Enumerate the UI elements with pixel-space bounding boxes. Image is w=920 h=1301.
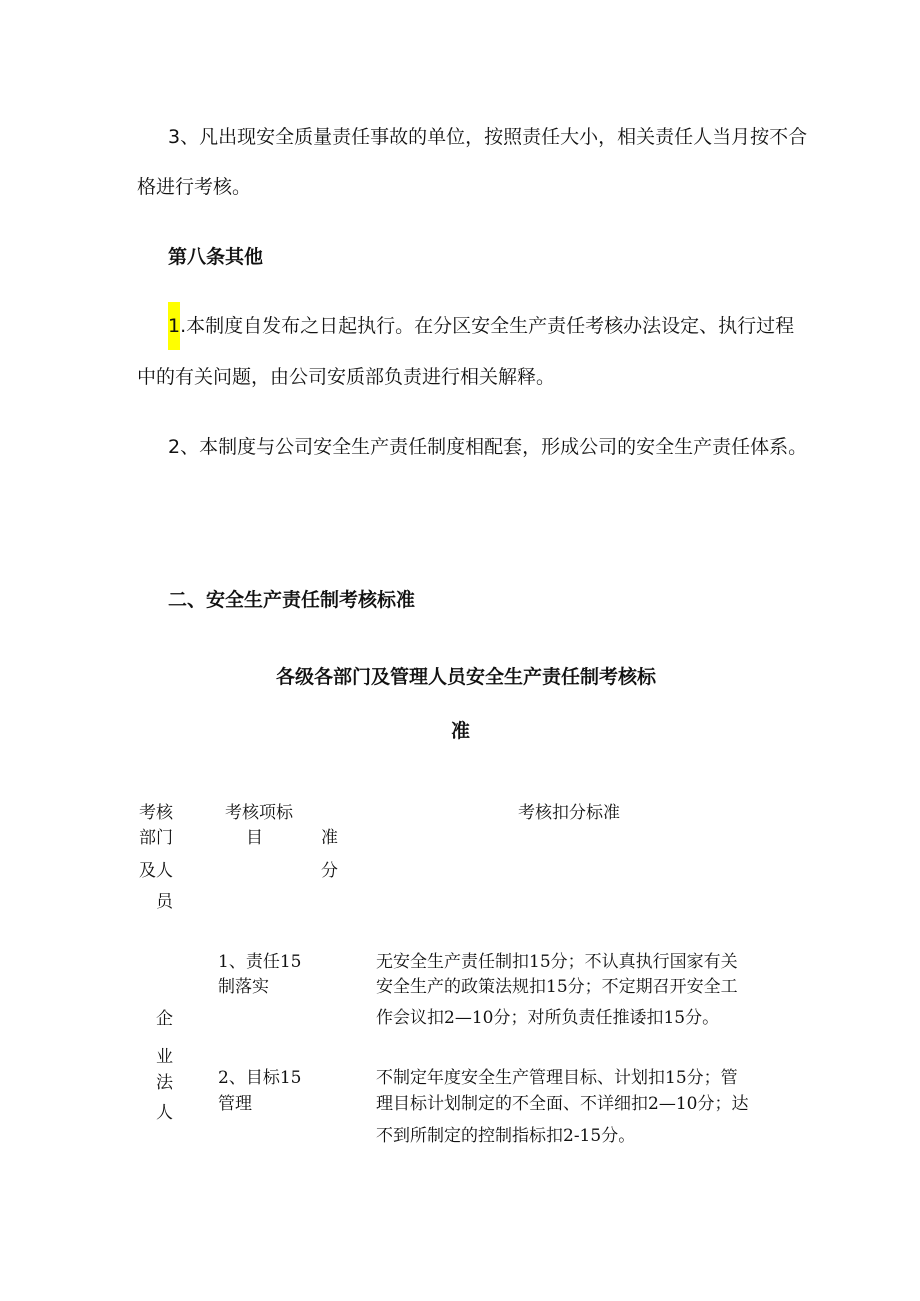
row2-criteria-line2: 理目标计划制定的不全面、不详细扣2—10分；达 [376, 1094, 749, 1114]
row1-item-text: 1、责任 [218, 952, 280, 972]
dept-char-3: 法 [156, 1073, 173, 1093]
header-score-line1: 准 [321, 828, 338, 848]
row1-item-line2: 制落实 [218, 977, 269, 997]
item1-line1-text: .本制度自发布之日起执行。在分区安全生产责任考核办法设定、执行过程 [180, 315, 795, 337]
row1-criteria-line1: 无安全生产责任制扣15分；不认真执行国家有关 [376, 952, 738, 972]
dept-char-1: 企 [156, 1009, 173, 1029]
row1-score: 15 [279, 952, 302, 972]
header-dept-line3: 及人 [139, 861, 173, 881]
header-score-line2: 分 [321, 861, 338, 881]
header-dept-line2: 部门 [139, 828, 173, 848]
header-dept-line4: 员 [156, 892, 173, 912]
row2-score: 15 [279, 1068, 302, 1088]
header-criteria: 考核扣分标准 [518, 803, 620, 823]
item1-highlighted-number: 1 [168, 302, 180, 350]
dept-char-2: 业 [156, 1047, 173, 1067]
table-title-line2: 准 [451, 720, 471, 742]
header-dept-line1: 考核 [139, 803, 173, 823]
header-item-line1: 考核项标 [225, 803, 293, 823]
para3-line1: 3、凡出现安全质量责任事故的单位，按照责任大小，相关责任人当月按不合 [168, 126, 808, 148]
table-title-line1: 各级各部门及管理人员安全生产责任制考核标 [276, 666, 657, 688]
row1-criteria-line3: 作会议扣2—10分；对所负责任推诿扣15分。 [376, 1008, 720, 1028]
row1-item-line1 [218, 947, 301, 972]
row2-criteria-line3: 不到所制定的控制指标扣2-15分。 [376, 1126, 636, 1146]
item1-line1 [168, 302, 794, 350]
section2-title: 二、安全生产责任制考核标准 [168, 589, 416, 611]
para3-line2: 格进行考核。 [137, 176, 252, 198]
item1-line2: 中的有关问题，由公司安质部负责进行相关解释。 [137, 366, 556, 388]
item2-line1: 2、本制度与公司安全生产责任制度相配套，形成公司的安全生产责任体系。 [168, 436, 808, 458]
row2-item-line2: 管理 [218, 1094, 252, 1114]
dept-char-4: 人 [156, 1103, 173, 1123]
article-8-title: 第八条其他 [168, 246, 264, 268]
header-item-line2: 目 [246, 828, 263, 848]
row1-criteria-line2: 安全生产的政策法规扣15分；不定期召开安全工 [376, 977, 738, 997]
row2-criteria-line1: 不制定年度安全生产管理目标、计划扣15分；管 [376, 1068, 738, 1088]
row2-item-text: 2、目标 [218, 1068, 280, 1088]
row2-item-line1 [218, 1063, 301, 1088]
